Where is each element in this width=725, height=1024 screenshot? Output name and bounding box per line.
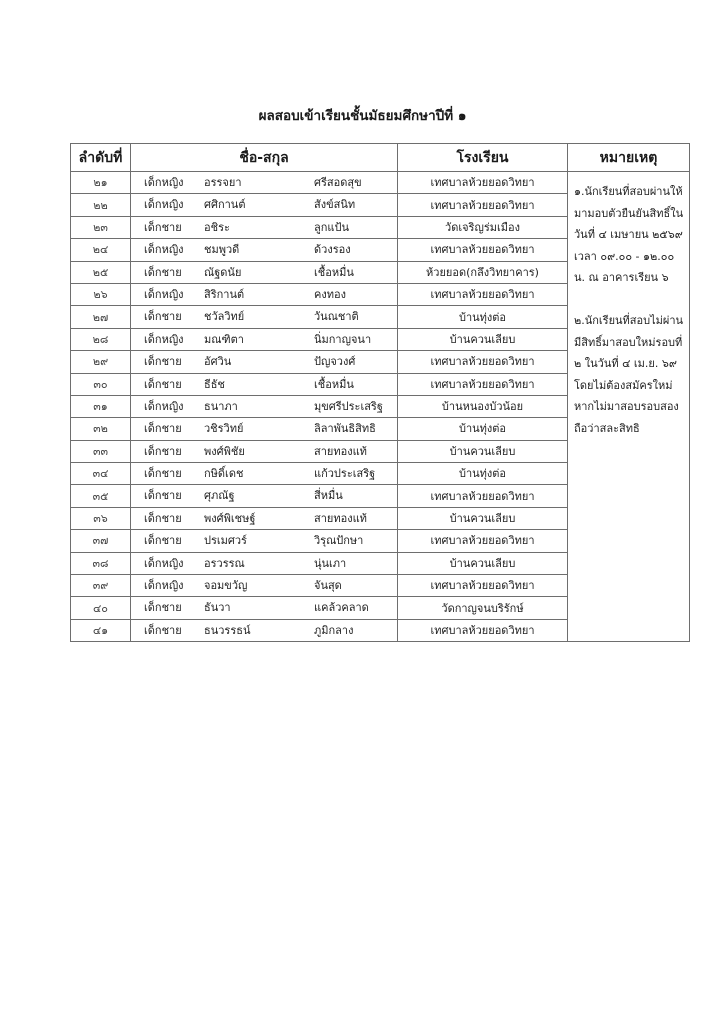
school-name: เทศบาลห้วยยอดวิทยา	[398, 373, 568, 395]
student-name	[131, 395, 398, 417]
student-name	[131, 463, 398, 485]
first-name: พงศ์พิชัย	[204, 444, 245, 458]
table-header-row	[71, 144, 690, 172]
last-name: สี่หมื่น	[314, 489, 343, 503]
student-name	[131, 373, 398, 395]
name-prefix: เด็กชาย	[144, 220, 182, 234]
last-name: ลูกแป้น	[314, 220, 349, 234]
row-number: ๒๑	[71, 172, 131, 194]
first-name: ธันวา	[204, 601, 231, 615]
row-number: ๒๖	[71, 283, 131, 305]
last-name: ภูมิกลาง	[314, 623, 354, 637]
first-name: ชมพูวดี	[204, 243, 240, 257]
name-prefix: เด็กหญิง	[144, 198, 184, 212]
school-name: เทศบาลห้วยยอดวิทยา	[398, 530, 568, 552]
name-prefix: เด็กชาย	[144, 623, 182, 637]
last-name: แก้วประเสริฐ	[314, 467, 376, 481]
school-name: บ้านควนเลียบ	[398, 552, 568, 574]
name-prefix: เด็กหญิง	[144, 176, 184, 189]
name-prefix: เด็กหญิง	[144, 332, 184, 346]
school-name: เทศบาลห้วยยอดวิทยา	[398, 575, 568, 597]
name-prefix: เด็กชาย	[144, 534, 182, 548]
student-name	[131, 239, 398, 261]
student-name	[131, 328, 398, 350]
row-number: ๒๕	[71, 261, 131, 283]
header-notes: หมายเหตุ	[568, 144, 690, 172]
row-number: ๓๘	[71, 552, 131, 574]
first-name: ธนวรรธน์	[204, 623, 251, 637]
last-name: วันณชาติ	[314, 310, 359, 324]
last-name: ลิลาพันธิสิทธิ	[314, 422, 376, 436]
school-name: บ้านควนเลียบ	[398, 507, 568, 529]
row-number: ๓๕	[71, 485, 131, 507]
row-number: ๓๒	[71, 418, 131, 440]
school-name: เทศบาลห้วยยอดวิทยา	[398, 351, 568, 373]
first-name: ธนาภา	[204, 399, 238, 413]
name-prefix: เด็กชาย	[144, 444, 182, 458]
school-name: เทศบาลห้วยยอดวิทยา	[398, 239, 568, 261]
school-name: เทศบาลห้วยยอดวิทยา	[398, 283, 568, 305]
row-number: ๔๐	[71, 597, 131, 619]
student-name	[131, 507, 398, 529]
school-name: บ้านหนองบัวน้อย	[398, 395, 568, 417]
last-name: คงทอง	[314, 287, 346, 301]
name-prefix: เด็กหญิง	[144, 556, 184, 570]
row-number: ๒๔	[71, 239, 131, 261]
exam-results-table	[70, 143, 690, 642]
last-name: เชื้อหมื่น	[314, 265, 354, 279]
last-name: สายทองแท้	[314, 444, 367, 458]
row-number: ๒๓	[71, 216, 131, 238]
student-name	[131, 418, 398, 440]
student-name	[131, 306, 398, 328]
note-1: ๑.นักเรียนที่สอบผ่านให้มามอบตัวยืนยันสิทธิ์ในวันที่ ๔ เมษายน ๒๕๖๙ เวลา ๐๙.๐๐ - ๑๒.๐๐ น. ณ อาคารเรียน ๖	[574, 185, 684, 285]
student-name	[131, 619, 398, 641]
student-name	[131, 194, 398, 216]
school-name: ห้วยยอด(กลึงวิทยาคาร)	[398, 261, 568, 283]
school-name: วัดกาญจนบริรักษ์	[398, 597, 568, 619]
student-name	[131, 283, 398, 305]
last-name: นิ่มกาญจนา	[314, 332, 372, 346]
first-name: ณัฐดนัย	[204, 265, 242, 279]
row-number: ๔๑	[71, 619, 131, 641]
row-number: ๒๒	[71, 194, 131, 216]
first-name: อรรจยา	[204, 176, 242, 189]
last-name: ปัญจวงศ์	[314, 355, 356, 369]
row-number: ๓๓	[71, 440, 131, 462]
last-name: สังข์สนิท	[314, 198, 356, 212]
school-name: บ้านควนเลียบ	[398, 328, 568, 350]
first-name: สิริกานต์	[204, 287, 245, 301]
first-name: อชิระ	[204, 220, 230, 234]
row-number: ๓๖	[71, 507, 131, 529]
row-number: ๓๔	[71, 463, 131, 485]
student-name	[131, 351, 398, 373]
last-name: มุขศรีประเสริฐ	[314, 399, 383, 413]
student-name	[131, 597, 398, 619]
name-prefix: เด็กชาย	[144, 601, 182, 615]
name-prefix: เด็กชาย	[144, 377, 182, 391]
row-number: ๓๗	[71, 530, 131, 552]
school-name: เทศบาลห้วยยอดวิทยา	[398, 485, 568, 507]
table-row	[71, 172, 690, 194]
first-name: พงศ์พิเชษฐ์	[204, 511, 256, 525]
last-name: จันสุด	[314, 579, 342, 593]
header-order: ลำดับที่	[71, 144, 131, 172]
first-name: อรวรรณ	[204, 556, 245, 570]
student-name	[131, 530, 398, 552]
name-prefix: เด็กชาย	[144, 265, 182, 279]
student-name	[131, 216, 398, 238]
last-name: วิรุณปักษา	[314, 534, 364, 548]
student-name	[131, 575, 398, 597]
first-name: มณฑิตา	[204, 332, 244, 346]
row-number: ๓๙	[71, 575, 131, 597]
header-school: โรงเรียน	[398, 144, 568, 172]
last-name: นุ่นเภา	[314, 556, 347, 570]
name-prefix: เด็กชาย	[144, 355, 182, 369]
row-number: ๒๙	[71, 351, 131, 373]
name-prefix: เด็กชาย	[144, 489, 182, 503]
student-name	[131, 261, 398, 283]
student-name	[131, 440, 398, 462]
name-prefix: เด็กหญิง	[144, 579, 184, 593]
name-prefix: เด็กหญิง	[144, 399, 184, 413]
first-name: ศุภณัฐ	[204, 489, 235, 503]
last-name: ศรีสอดสุข	[314, 176, 362, 189]
school-name: เทศบาลห้วยยอดวิทยา	[398, 619, 568, 641]
row-number: ๒๗	[71, 306, 131, 328]
name-prefix: เด็กชาย	[144, 511, 182, 525]
student-name	[131, 552, 398, 574]
student-name	[131, 172, 398, 194]
first-name: วชิรวิทย์	[204, 422, 244, 436]
last-name: สายทองแท้	[314, 511, 367, 525]
name-prefix: เด็กชาย	[144, 422, 182, 436]
name-prefix: เด็กหญิง	[144, 287, 184, 301]
student-name	[131, 485, 398, 507]
school-name: เทศบาลห้วยยอดวิทยา	[398, 194, 568, 216]
row-number: ๒๘	[71, 328, 131, 350]
school-name: วัดเจริญร่มเมือง	[398, 216, 568, 238]
name-prefix: เด็กหญิง	[144, 243, 184, 257]
first-name: ธีธัช	[204, 377, 225, 391]
last-name: ด้วงรอง	[314, 243, 351, 257]
school-name: บ้านทุ่งต่อ	[398, 463, 568, 485]
last-name: แคล้วคลาด	[314, 601, 369, 615]
first-name: ศศิกานต์	[204, 198, 246, 212]
first-name: อัศวิน	[204, 355, 232, 369]
school-name: บ้านทุ่งต่อ	[398, 306, 568, 328]
first-name: จอมขวัญ	[204, 579, 248, 593]
name-prefix: เด็กชาย	[144, 310, 182, 324]
last-name: เชื้อหมื่น	[314, 377, 354, 391]
first-name: ชวัลวิทย์	[204, 310, 245, 324]
name-prefix: เด็กชาย	[144, 467, 182, 481]
header-name: ชื่อ-สกุล	[131, 144, 398, 172]
school-name: บ้านควนเลียบ	[398, 440, 568, 462]
row-number: ๓๐	[71, 373, 131, 395]
first-name: กษิดิ์เดช	[204, 467, 244, 481]
note-2: ๒.นักเรียนที่สอบไม่ผ่านมีสิทธิ์มาสอบใหม่รอบที่ ๒ ในวันที่ ๔ เม.ย. ๖๙ โดยไม่ต้องสมัครใหม่ หากไม่มาสอบรอบสองถือว่าสละสิทธิ	[574, 313, 684, 435]
school-name: เทศบาลห้วยยอดวิทยา	[398, 172, 568, 194]
school-name: บ้านทุ่งต่อ	[398, 418, 568, 440]
first-name: ปรเมศวร์	[204, 534, 247, 548]
notes-cell	[568, 172, 690, 642]
page-title: ผลสอบเข้าเรียนชั้นมัธยมศึกษาปีที่ ๑	[258, 108, 467, 124]
row-number: ๓๑	[71, 395, 131, 417]
